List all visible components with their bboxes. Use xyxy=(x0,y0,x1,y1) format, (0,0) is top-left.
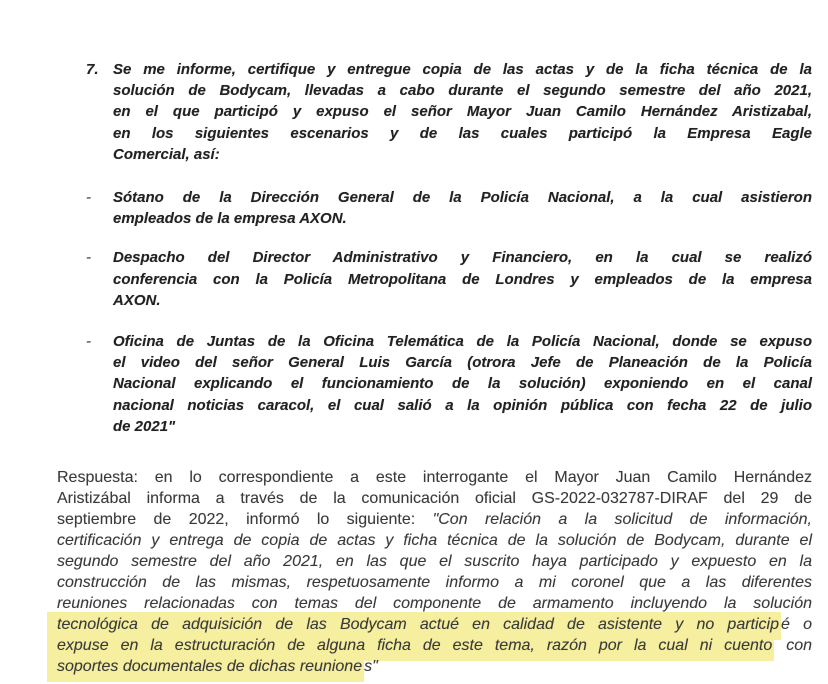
bullet-item-2 xyxy=(86,247,812,311)
response-quote-segment: s" xyxy=(364,658,378,676)
bullet-item-3 xyxy=(86,331,812,437)
response-quote-segment: "Con relación a la solicitud de información, xyxy=(432,511,812,529)
response-quote-segment: é o xyxy=(781,616,812,634)
bullet-line: de 2021" xyxy=(113,417,176,435)
question-line-1: Se me informe, certifique y entregue copia de las actas y de la ficha técnica de la xyxy=(113,61,812,78)
bullet-line: Despacho del Director Administrativo y Financiero, en la cual se realizó xyxy=(113,249,812,267)
question-line-3: en el que participó y expuso el señor Mayor Juan Camilo Hernández Aristizabal, xyxy=(113,103,812,121)
question-number: 7. xyxy=(86,61,99,78)
bullet-line: conferencia con la Policía Metropolitana de Londres y empleados de la empresa xyxy=(113,270,812,288)
question-line-4: en los siguientes escenarios y de las cuales participó la Empresa Eagle xyxy=(113,124,812,142)
question-item-7 xyxy=(86,59,812,165)
response-line-7: reuniones relacionadas con temas del componente de armamento incluyendo la solución xyxy=(57,595,812,613)
bullet-body xyxy=(113,331,812,437)
highlighted-text: expuse en la estructuración de alguna ficha de este tema, razón por la cual ni cuento xyxy=(47,633,774,661)
response-paragraph xyxy=(57,467,812,677)
bullet-line: Nacional explicando el funcionamiento de la solución) exponiendo en el canal xyxy=(113,375,812,393)
question-line-2: solución de Bodycam, llevadas a cabo durante el segundo semestre del año 2021, xyxy=(113,82,812,100)
response-line-1: Respuesta: en lo correspondiente a este interrogante el Mayor Juan Camilo Hernández xyxy=(57,469,812,487)
bullet-line: el video del señor General Luis García (otrora Jefe de Planeación de la Policía xyxy=(113,354,812,372)
response-line-9 xyxy=(57,635,812,656)
bullet-body xyxy=(113,247,812,311)
response-line-3 xyxy=(57,509,812,530)
bullet-dash: - xyxy=(86,249,91,267)
response-intro-text: septiembre de 2022, informó lo siguiente: xyxy=(57,511,433,529)
bullet-line: Oficina de Juntas de la Oficina Telemática de la Policía Nacional, donde se expuso xyxy=(113,333,812,351)
response-line-2: Aristizábal informa a través de la comunicación oficial GS-2022-032787-DIRAF del 29 de xyxy=(57,490,812,508)
bullet-line: empleados de la empresa AXON. xyxy=(113,210,347,228)
bullet-line: nacional noticias caracol, el cual salió a la opinión pública con fecha 22 de julio xyxy=(113,396,812,414)
bullet-line: Sótano de la Dirección General de la Policía Nacional, a la cual asistieron xyxy=(113,189,812,207)
response-line-5: segundo semestre del año 2021, en las que el suscrito haya participado y expuesto en la xyxy=(57,553,812,571)
highlighted-text: tecnológica de adquisición de las Bodycam actué en calidad de asistente y no particip xyxy=(47,612,781,640)
bullet-item-1 xyxy=(86,187,812,229)
bullet-dash: - xyxy=(86,189,91,207)
highlighted-text: soportes documentales de dichas reunione xyxy=(47,654,364,682)
response-line-4: certificación y entrega de copia de actas y ficha técnica de la solución de Bodycam, durante el xyxy=(57,532,812,550)
response-quote-segment: con xyxy=(774,637,812,655)
response-line-8 xyxy=(57,614,812,635)
bullet-body xyxy=(113,187,812,229)
response-line-6: construcción de las mismas, respetuosamente informo a mi coronel que a las diferentes xyxy=(57,574,812,592)
bullet-dash: - xyxy=(86,333,91,351)
question-line-5: Comercial, así: xyxy=(113,145,220,163)
bullet-line: AXON. xyxy=(113,291,161,309)
question-body xyxy=(113,59,812,165)
